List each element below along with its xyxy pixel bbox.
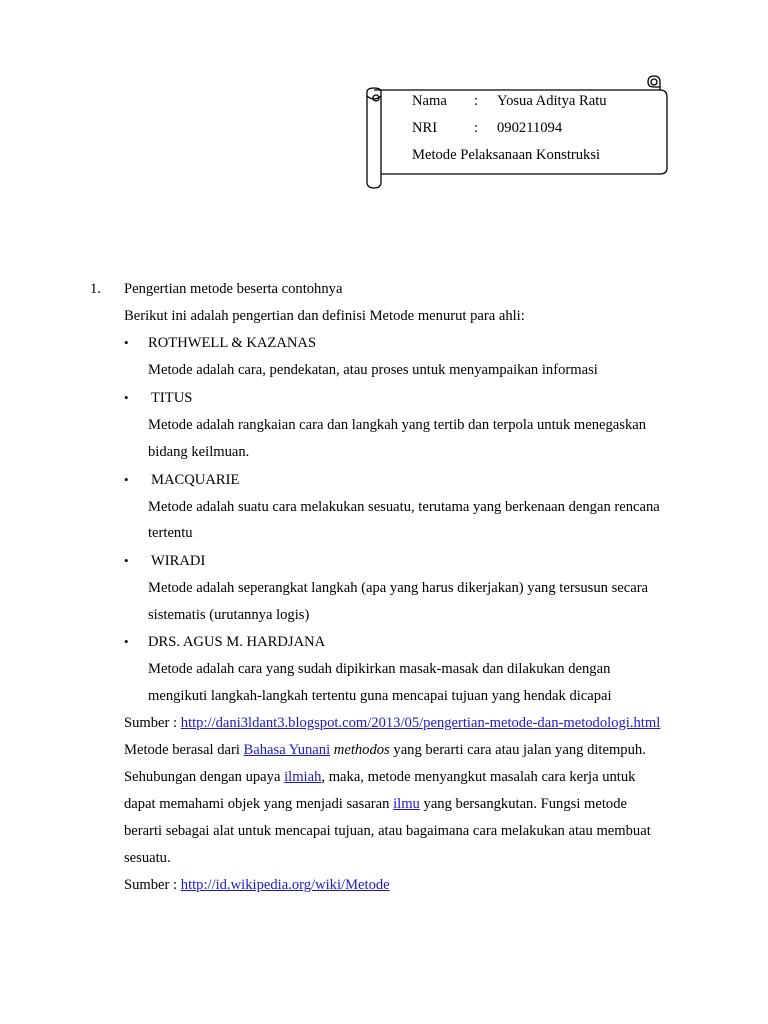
methodos-term: methodos [333, 742, 390, 758]
expert-definition: sistematis (urutannya logis) [148, 607, 310, 623]
text: dapat memahami objek yang menjadi sasaran [124, 796, 390, 812]
source-link[interactable]: http://dani3ldant3.blogspot.com/2013/05/pengertian-metode-dan-metodologi.html [180, 715, 661, 731]
ilmu-link[interactable]: ilmu [393, 796, 420, 812]
text: yang berarti cara atau jalan yang ditempuh. [393, 742, 646, 758]
paragraph-line [124, 768, 635, 786]
expert-definition: Metode adalah rangkaian cara dan langkah yang tertib dan terpola untuk menegaskan [148, 417, 647, 433]
expert-definition: Metode adalah cara yang sudah dipikirkan masak-masak dan dilakukan dengan [148, 661, 611, 677]
name-value: Yosua Aditya Ratu [497, 93, 607, 109]
text: , maka, metode menyangkut masalah cara kerja untuk [321, 769, 636, 785]
source-link[interactable]: http://id.wikipedia.org/wiki/Metode [180, 877, 390, 893]
name-colon: : [474, 93, 479, 109]
expert-name: DRS. AGUS M. HARDJANA [148, 634, 326, 650]
section-title: Pengertian metode beserta contohnya [124, 281, 343, 297]
expert-definition: bidang keilmuan. [148, 444, 250, 460]
expert-definition: mengikuti langkah-langkah tertentu guna mencapai tujuan yang hendak dicapai [148, 688, 612, 704]
expert-definition: Metode adalah cara, pendekatan, atau proses untuk menyampaikan informasi [148, 362, 598, 378]
ilmiah-link[interactable]: ilmiah [284, 769, 322, 785]
nri-colon: : [474, 120, 479, 136]
paragraph-line: sesuatu. [124, 850, 171, 866]
section-number: 1. [90, 281, 101, 297]
course-title: Metode Pelaksanaan Konstruksi [412, 147, 601, 163]
name-label: Nama [412, 93, 447, 109]
expert-definition: Metode adalah seperangkat langkah (apa yang harus dikerjakan) yang tersusun secara [148, 580, 649, 596]
source-label: Sumber : [124, 877, 178, 893]
text: yang bersangkutan. Fungsi metode [423, 796, 627, 812]
paragraph-line [124, 741, 646, 759]
paragraph-line [124, 795, 627, 813]
expert-name: WIRADI [151, 553, 206, 569]
bullet-icon: • [124, 335, 129, 350]
bahasa-yunani-link[interactable]: Bahasa Yunani [243, 742, 331, 758]
bullet-icon: • [124, 634, 129, 649]
expert-name: ROTHWELL & KAZANAS [148, 335, 317, 351]
expert-definition: tertentu [148, 525, 193, 541]
section-intro: Berikut ini adalah pengertian dan definisi Metode menurut para ahli: [124, 308, 525, 324]
expert-definition: Metode adalah suatu cara melakukan sesuatu, terutama yang berkenaan dengan rencana [148, 499, 660, 515]
source-line [124, 876, 390, 894]
nri-value: 090211094 [497, 120, 563, 136]
source-label: Sumber : [124, 715, 178, 731]
text: Sehubungan dengan upaya [124, 769, 281, 785]
source-line [124, 714, 660, 732]
expert-name: TITUS [151, 390, 193, 406]
paragraph-line: berarti sebagai alat untuk mencapai tujuan, atau bagaimana cara melakukan atau membuat [124, 823, 651, 839]
nri-label: NRI [412, 120, 438, 136]
bullet-icon: • [124, 472, 129, 487]
bullet-icon: • [124, 390, 129, 405]
bullet-icon: • [124, 553, 129, 568]
expert-name: MACQUARIE [151, 472, 240, 488]
text: Metode berasal dari [124, 742, 240, 758]
